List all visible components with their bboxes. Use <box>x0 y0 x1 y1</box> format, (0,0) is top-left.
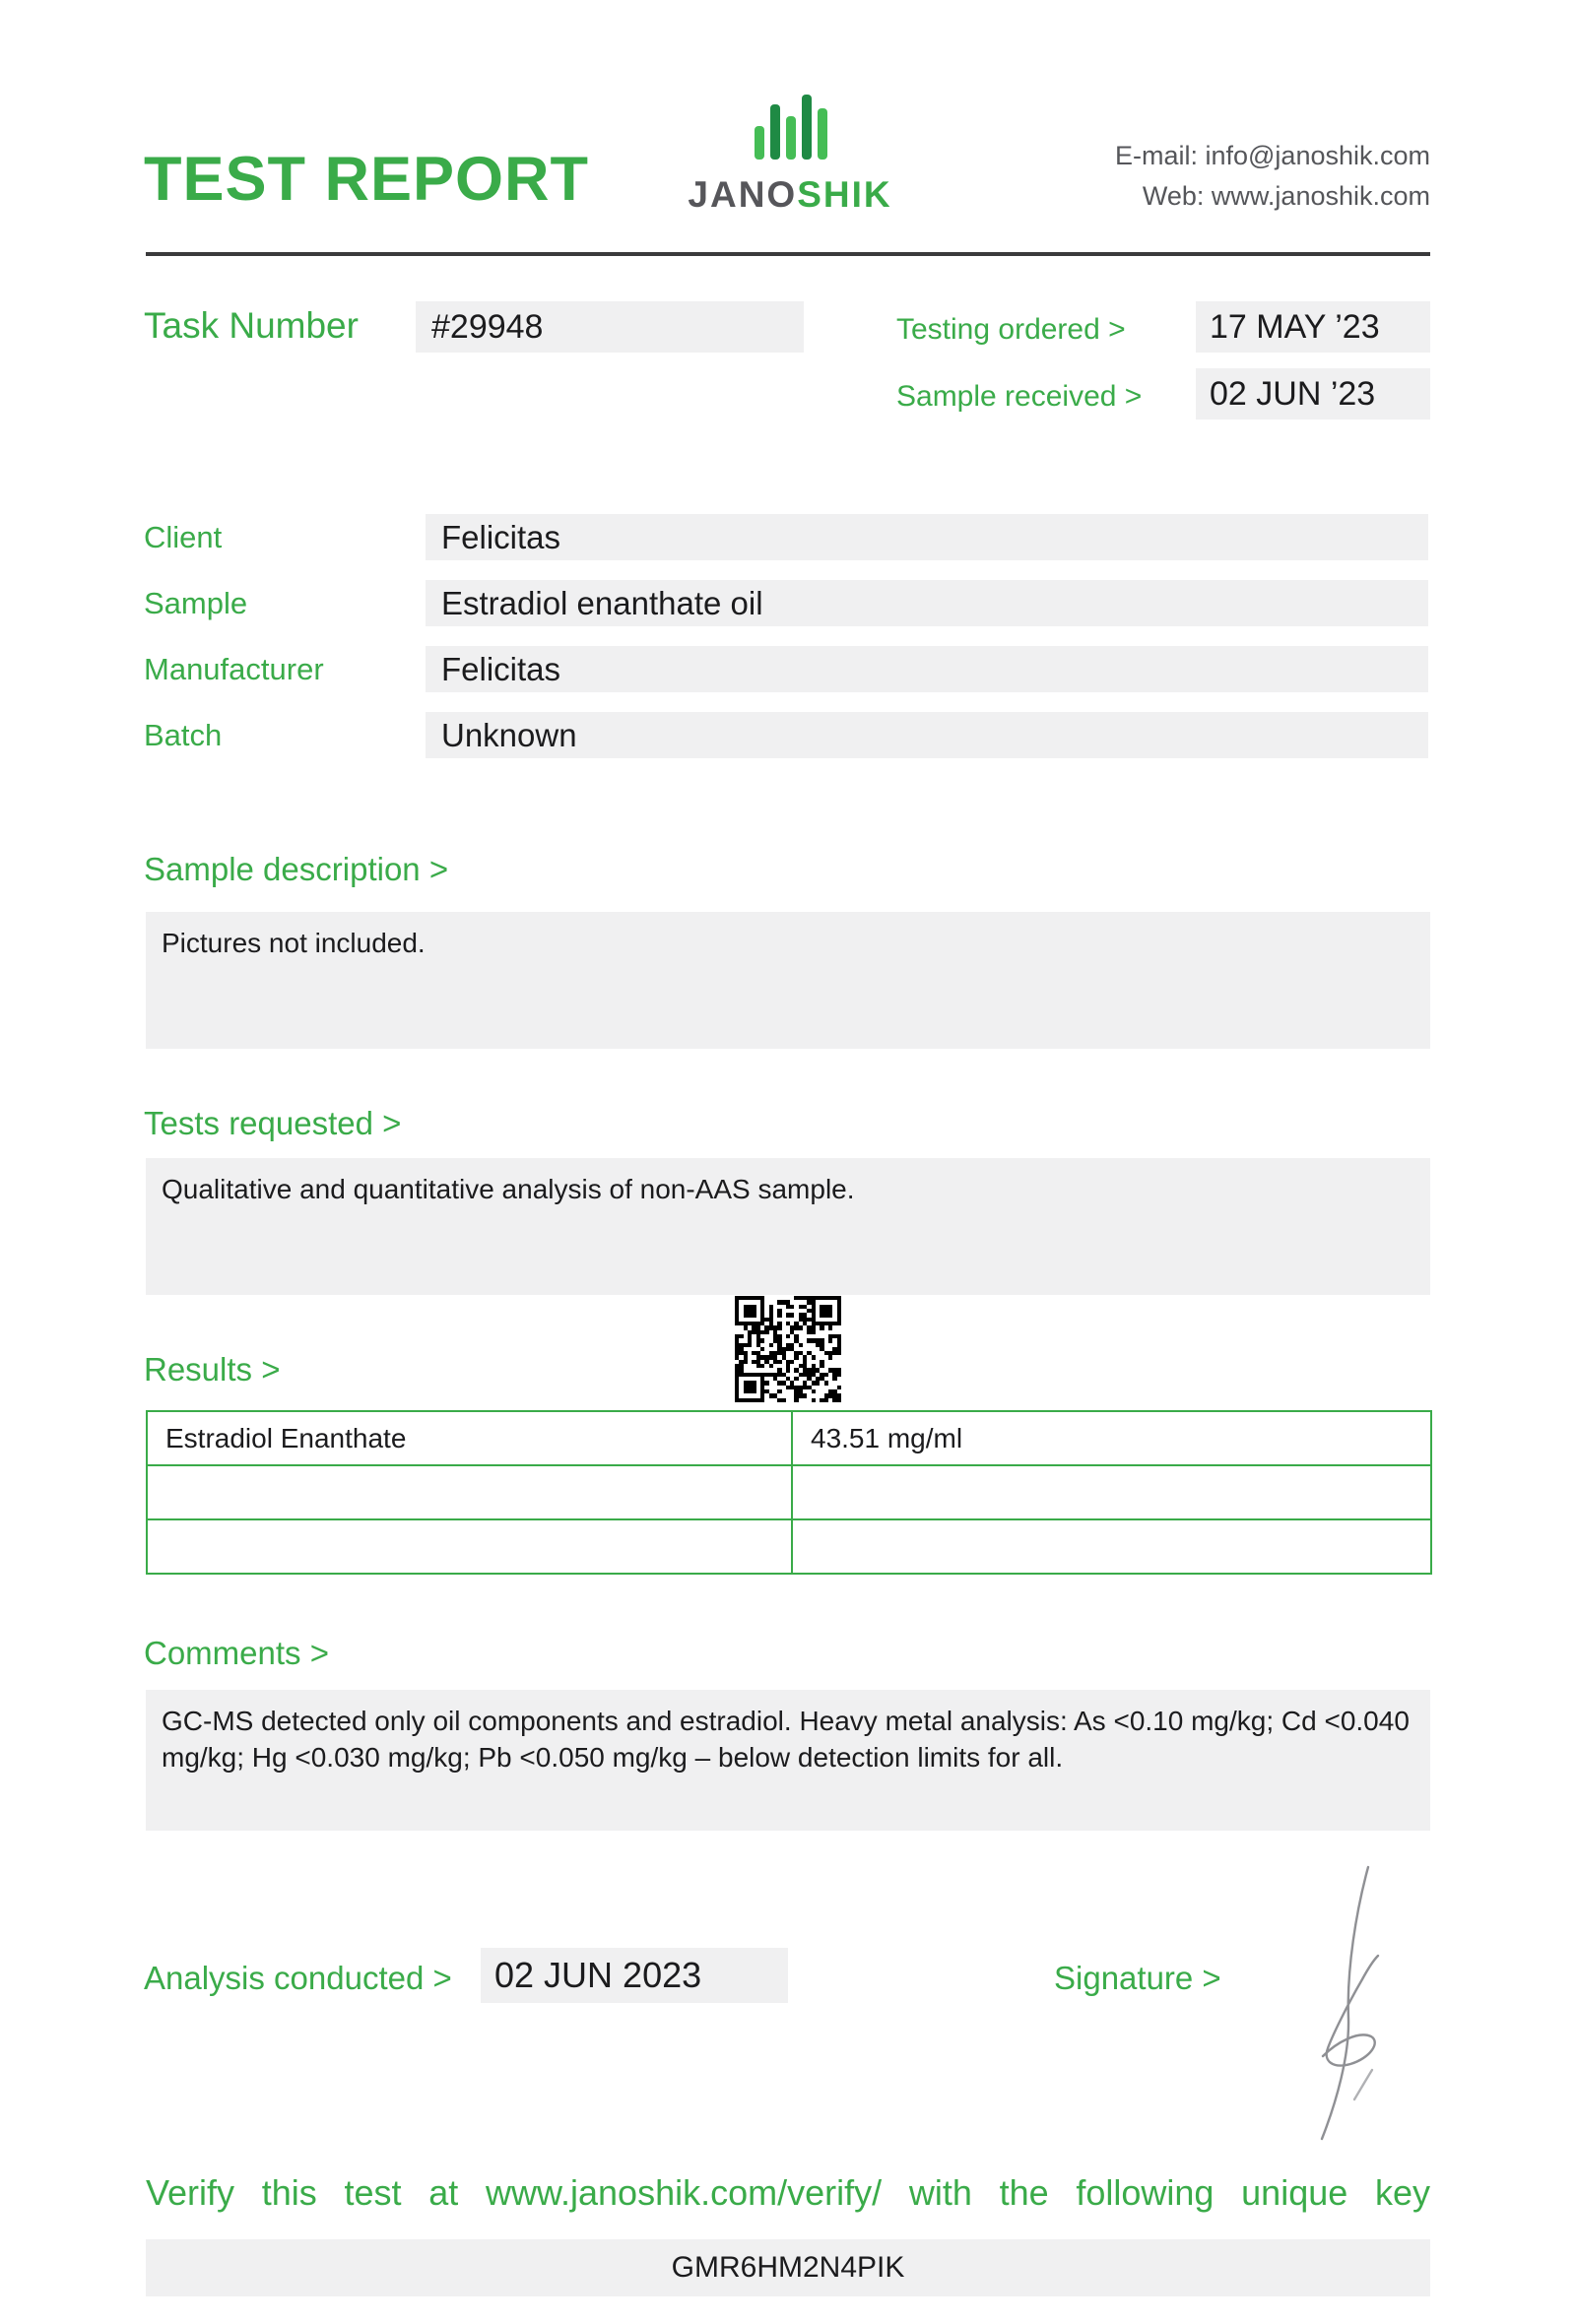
header-divider <box>146 252 1430 256</box>
tests-requested-heading: Tests requested > <box>144 1105 402 1141</box>
sample-received-label: Sample received > <box>896 380 1143 413</box>
analysis-conducted-label: Analysis conducted > <box>144 1960 452 1996</box>
manufacturer-label: Manufacturer <box>144 652 324 686</box>
result-value: 43.51 mg/ml <box>792 1411 1431 1465</box>
client-value: Felicitas <box>426 514 1428 560</box>
batch-value: Unknown <box>426 712 1428 758</box>
qr-code <box>735 1296 841 1402</box>
task-number-label: Task Number <box>144 305 359 346</box>
manufacturer-value: Felicitas <box>426 646 1428 692</box>
bar-chart-logo-icon <box>749 91 831 165</box>
analysis-conducted-value: 02 JUN 2023 <box>481 1948 788 2003</box>
web-label: Web: <box>1142 181 1205 211</box>
brand-name-suffix: SHIK <box>797 174 892 215</box>
sample-label: Sample <box>144 586 248 620</box>
unique-key: GMR6HM2N4PIK <box>146 2239 1430 2296</box>
task-number-value: #29948 <box>416 301 804 353</box>
sample-value: Estradiol enanthate oil <box>426 580 1428 626</box>
sample-description-heading: Sample description > <box>144 851 449 887</box>
testing-ordered-label: Testing ordered > <box>896 313 1126 346</box>
signature-image <box>1266 1853 1413 2154</box>
comments-text: GC-MS detected only oil components and estradiol. Heavy metal analysis: As <0.10 mg/kg; Cd <0.040 mg/kg; Hg <0.030 mg/kg; Pb <0.050 mg/kg – below detection limits for all. <box>146 1690 1430 1831</box>
results-heading: Results > <box>144 1351 281 1388</box>
sample-description-text: Pictures not included. <box>146 912 1430 1049</box>
contact-block <box>1115 136 1430 217</box>
results-table <box>146 1410 1432 1575</box>
page-title: TEST REPORT <box>144 145 590 214</box>
web-value: www.janoshik.com <box>1211 181 1430 211</box>
testing-ordered-value: 17 MAY ’23 <box>1196 301 1430 353</box>
email-value: info@janoshik.com <box>1205 141 1430 170</box>
result-analyte <box>147 1519 792 1574</box>
verify-instruction: Verify this test at www.janoshik.com/verify/ with the following unique key <box>146 2172 1430 2213</box>
result-analyte: Estradiol Enanthate <box>147 1411 792 1465</box>
contact-email-line <box>1115 136 1430 176</box>
brand-logo <box>682 91 898 216</box>
signature-label: Signature > <box>1054 1960 1221 1996</box>
email-label: E-mail: <box>1114 141 1198 170</box>
result-value <box>792 1465 1431 1519</box>
client-label: Client <box>144 520 223 554</box>
result-analyte <box>147 1465 792 1519</box>
result-value <box>792 1519 1431 1574</box>
contact-web-line <box>1115 176 1430 217</box>
sample-received-value: 02 JUN ’23 <box>1196 368 1430 420</box>
comments-heading: Comments > <box>144 1635 329 1671</box>
batch-label: Batch <box>144 718 223 752</box>
results-row <box>147 1411 1431 1465</box>
brand-name-prefix: JANO <box>688 174 798 215</box>
tests-requested-text: Qualitative and quantitative analysis of non-AAS sample. <box>146 1158 1430 1295</box>
results-row <box>147 1519 1431 1574</box>
brand-name <box>682 174 898 216</box>
results-row <box>147 1465 1431 1519</box>
